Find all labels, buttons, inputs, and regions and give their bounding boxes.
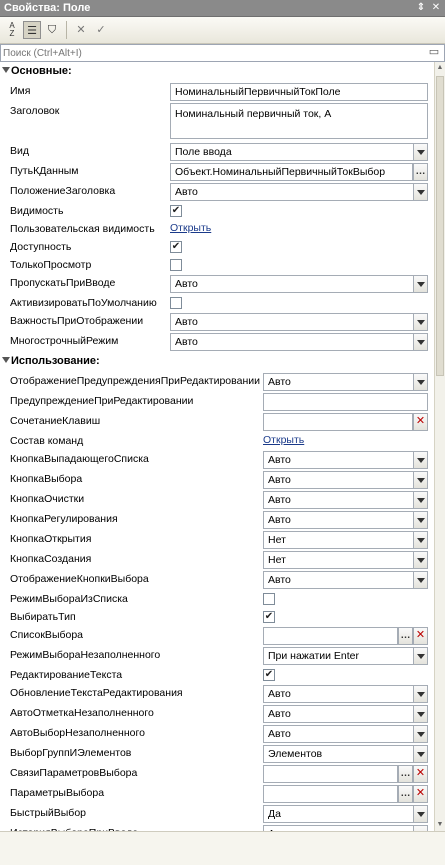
property-row-user-visibility: [0, 220, 434, 238]
dropdown-button[interactable]: [413, 551, 428, 569]
property-label: ПутьКДанным: [10, 165, 79, 177]
choose-type-checkbox[interactable]: ✔: [264, 611, 274, 622]
chevron-down-icon: [417, 458, 425, 463]
chevron-down-icon: [417, 812, 425, 817]
edit-text-update-select[interactable]: Авто: [263, 685, 428, 703]
property-label: СвязиПараметровВыбора: [10, 767, 138, 779]
dropdown-button[interactable]: [413, 511, 428, 529]
property-label: РежимВыбораИзСписка: [10, 593, 128, 605]
quick-choice-select[interactable]: Да: [263, 805, 428, 823]
property-row-spin-button: [0, 510, 434, 530]
property-label: ВыбиратьТип: [10, 611, 76, 623]
ellipsis-button[interactable]: …: [398, 785, 413, 803]
property-row-skip-on-input: [0, 274, 434, 294]
chevron-down-icon: [417, 558, 425, 563]
property-label: КнопкаВыпадающегоСписка: [10, 453, 149, 465]
property-label: Доступность: [10, 241, 72, 253]
property-label: СписокВыбора: [10, 629, 84, 641]
property-label: КнопкаОткрытия: [10, 533, 92, 545]
clear-button-select[interactable]: Авто: [263, 491, 428, 509]
property-row-multiline: [0, 332, 434, 352]
property-row-text-edit: [0, 666, 434, 684]
property-label: Видимость: [10, 205, 64, 217]
search-options-icon[interactable]: ▭: [428, 46, 440, 58]
property-row-choice-param-links: [0, 764, 434, 784]
property-label: АктивизироватьПоУмолчанию: [10, 297, 157, 309]
property-label: ВажностьПриОтображении: [10, 315, 144, 327]
properties-titlebar: [0, 0, 445, 17]
collapse-arrow-icon[interactable]: [2, 67, 10, 73]
property-label: СочетаниеКлавиш: [10, 415, 101, 427]
property-row-title-position: [0, 182, 434, 202]
properties-list: [0, 62, 434, 831]
property-label: ПредупреждениеПриРедактировании: [10, 395, 194, 407]
chevron-down-icon: [417, 692, 425, 697]
vertical-scrollbar[interactable]: [434, 62, 445, 831]
dropdown-button[interactable]: [413, 571, 428, 589]
property-label: АвтоОтметкаНезаполненного: [10, 707, 154, 719]
property-label: Заголовок: [10, 105, 60, 117]
clear-x-icon[interactable]: ✕: [413, 785, 428, 803]
spin-button-select[interactable]: Авто: [263, 511, 428, 529]
chevron-down-icon: [417, 732, 425, 737]
property-row-datapath: [0, 162, 434, 182]
choice-list-field[interactable]: [263, 627, 398, 645]
dropdown-button[interactable]: [413, 183, 428, 201]
default-activate-checkbox[interactable]: [170, 297, 182, 309]
clear-icon[interactable]: ✕: [76, 24, 86, 36]
property-label: Состав команд: [10, 435, 84, 447]
search-input[interactable]: [3, 46, 413, 60]
property-row-open-button: [0, 530, 434, 550]
enabled-checkbox[interactable]: ✔: [171, 241, 181, 252]
section-main[interactable]: [0, 62, 434, 82]
property-label: Имя: [10, 85, 31, 97]
dropdown-list-button-select[interactable]: Авто: [263, 451, 428, 469]
chevron-down-icon: [417, 478, 425, 483]
collapse-arrow-icon[interactable]: [2, 357, 10, 363]
property-label: КнопкаРегулирования: [10, 513, 118, 525]
clear-x-icon[interactable]: ✕: [413, 765, 428, 783]
property-row-clear-button: [0, 490, 434, 510]
scroll-down-icon[interactable]: ▼: [436, 821, 444, 828]
open-link[interactable]: Открыть: [263, 434, 305, 446]
property-row-default-activate: [0, 294, 434, 312]
property-row-name: [0, 82, 434, 102]
property-row-edit-warning: [0, 392, 434, 412]
chevron-down-icon: [417, 654, 425, 659]
pin-icon[interactable]: ⇕: [416, 2, 426, 13]
visible-checkbox[interactable]: ✔: [171, 205, 181, 216]
category-view-icon[interactable]: ☰: [23, 21, 41, 39]
property-label: КнопкаВыбора: [10, 473, 83, 485]
chevron-down-icon: [417, 498, 425, 503]
shortcut-field[interactable]: [263, 413, 413, 431]
search-bar: [0, 44, 445, 62]
chevron-down-icon: [417, 752, 425, 757]
property-label: ОтображениеКнопкиВыбора: [10, 573, 149, 585]
property-row-choice-button: [0, 470, 434, 490]
chevron-down-icon: [417, 538, 425, 543]
property-row-quick-choice: [0, 804, 434, 824]
property-row-edit-warning-display: [0, 372, 434, 392]
property-row-auto-mark-incomplete: [0, 704, 434, 724]
property-label: ПараметрыВыбора: [10, 787, 105, 799]
choice-params-field[interactable]: [263, 785, 398, 803]
chevron-down-icon: [417, 380, 425, 385]
property-label: МногострочныйРежим: [10, 335, 119, 347]
property-label: БыстрыйВыбор: [10, 807, 86, 819]
auto-mark-incomplete-select[interactable]: Авто: [263, 705, 428, 723]
property-label: РежимВыбораНезаполненного: [10, 649, 161, 661]
ellipsis-button[interactable]: …: [413, 163, 428, 181]
skip-on-input-select[interactable]: Авто: [170, 275, 428, 293]
dropdown-button[interactable]: [413, 143, 428, 161]
property-row-choose-type: [0, 608, 434, 626]
property-row-visible: [0, 202, 434, 220]
property-row-edit-text-update: [0, 684, 434, 704]
name-field[interactable]: НоминальныйПервичныйТокПоле: [170, 83, 428, 101]
property-row-display-importance: [0, 312, 434, 332]
choice-button-display-select[interactable]: Авто: [263, 571, 428, 589]
toolbar: [0, 17, 445, 44]
apply-check-icon[interactable]: ✓: [96, 24, 106, 36]
close-icon[interactable]: ✕: [431, 2, 441, 13]
choice-button-select[interactable]: Авто: [263, 471, 428, 489]
window-title: Свойства: Поле: [4, 2, 91, 14]
toolbar-separator: [66, 21, 67, 39]
chevron-down-icon: [417, 578, 425, 583]
property-row-empty-choice-mode: [0, 646, 434, 666]
property-row-choice-params: [0, 784, 434, 804]
scrollbar-thumb[interactable]: [436, 76, 444, 376]
empty-choice-mode-select[interactable]: При нажатии Enter: [263, 647, 428, 665]
property-row-shortcut: [0, 412, 434, 432]
property-label: КнопкаОчистки: [10, 493, 85, 505]
property-row-dropdown-button: [0, 450, 434, 470]
property-row-list-choice-mode: [0, 590, 434, 608]
property-label: ПропускатьПриВводе: [10, 277, 116, 289]
property-label: КнопкаСоздания: [10, 553, 92, 565]
property-row-enabled: [0, 238, 434, 256]
property-row-title: [0, 102, 434, 142]
property-label: АвтоВыборНезаполненного: [10, 727, 145, 739]
property-label: ПоложениеЗаголовка: [10, 185, 116, 197]
property-row-auto-choice-incomplete: [0, 724, 434, 744]
group-element-choice-select[interactable]: Элементов: [263, 745, 428, 763]
dropdown-button[interactable]: [413, 491, 428, 509]
chevron-down-icon: [417, 320, 425, 325]
multiline-select[interactable]: Авто: [170, 333, 428, 351]
open-button-select[interactable]: Нет: [263, 531, 428, 549]
clear-x-icon[interactable]: ✕: [413, 413, 428, 431]
chevron-down-icon: [417, 282, 425, 287]
display-importance-select[interactable]: Авто: [170, 313, 428, 331]
dropdown-button[interactable]: [413, 685, 428, 703]
readonly-checkbox[interactable]: [170, 259, 182, 271]
chevron-down-icon: [417, 518, 425, 523]
chevron-down-icon: [417, 150, 425, 155]
datapath-field[interactable]: Объект.НоминальныйПервичныйТокВыбор: [170, 163, 413, 181]
dropdown-button[interactable]: [413, 313, 428, 331]
property-label: ТолькоПросмотр: [10, 259, 92, 271]
dropdown-button[interactable]: [413, 373, 428, 391]
property-row-choice-list: [0, 626, 434, 646]
property-label: ОтображениеПредупрежденияПриРедактировании: [10, 375, 260, 387]
title-field[interactable]: Номинальный первичный ток, А: [170, 103, 428, 139]
edit-warning-field[interactable]: [263, 393, 428, 411]
dropdown-button[interactable]: [413, 705, 428, 723]
dropdown-button[interactable]: [413, 725, 428, 743]
property-row-kind: [0, 142, 434, 162]
create-button-select[interactable]: Нет: [263, 551, 428, 569]
dropdown-button[interactable]: [413, 471, 428, 489]
description-panel: [0, 831, 445, 865]
open-link[interactable]: Открыть: [170, 222, 212, 234]
property-label: РедактированиеТекста: [10, 669, 123, 681]
property-row-create-button: [0, 550, 434, 570]
auto-choice-incomplete-select[interactable]: Авто: [263, 725, 428, 743]
property-label: ОбновлениеТекстаРедактирования: [10, 687, 183, 699]
choice-param-links-field[interactable]: [263, 765, 398, 783]
chevron-down-icon: [417, 190, 425, 195]
property-label: Вид: [10, 145, 29, 157]
dropdown-button[interactable]: [413, 333, 428, 351]
filter-icon[interactable]: ⛉: [47, 24, 57, 36]
property-row-commands: [0, 432, 434, 450]
text-edit-checkbox[interactable]: ✔: [264, 669, 274, 680]
property-row-readonly: [0, 256, 434, 274]
section-label: Использование:: [11, 355, 100, 367]
chevron-down-icon: [417, 340, 425, 345]
dropdown-button[interactable]: [413, 531, 428, 549]
dropdown-button[interactable]: [413, 745, 428, 763]
dropdown-button[interactable]: [413, 647, 428, 665]
section-usage[interactable]: [0, 352, 434, 372]
kind-select[interactable]: Поле ввода: [170, 143, 428, 161]
title-position-select[interactable]: Авто: [170, 183, 428, 201]
clear-x-icon[interactable]: ✕: [413, 627, 428, 645]
list-choice-mode-checkbox[interactable]: [263, 593, 275, 605]
property-row-choice-button-display: [0, 570, 434, 590]
ellipsis-button[interactable]: …: [398, 765, 413, 783]
section-label: Основные:: [11, 65, 72, 77]
chevron-down-icon: [417, 712, 425, 717]
property-label: ВыборГруппИЭлементов: [10, 747, 132, 759]
scroll-up-icon[interactable]: ▲: [436, 64, 444, 71]
property-label: Пользовательская видимость: [10, 223, 155, 235]
dropdown-button[interactable]: [413, 275, 428, 293]
dropdown-button[interactable]: [413, 805, 428, 823]
edit-warning-display-select[interactable]: Авто: [263, 373, 428, 391]
sort-alpha-icon[interactable]: A Z: [9, 21, 15, 38]
property-row-group-element-choice: [0, 744, 434, 764]
ellipsis-button[interactable]: …: [398, 627, 413, 645]
dropdown-button[interactable]: [413, 451, 428, 469]
